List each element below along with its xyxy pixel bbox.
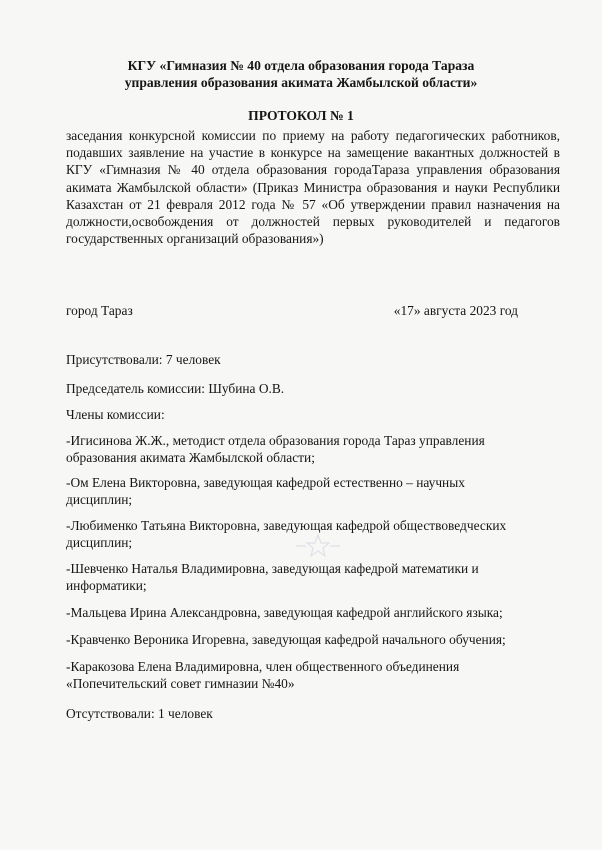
organization-title-line-1: КГУ «Гимназия № 40 отдела образования города Тараза <box>127 58 475 73</box>
city: город Тараз <box>66 303 133 318</box>
organization-title-line-2: управления образования акимата Жамбылской области» <box>124 75 478 90</box>
member-entry-line-2: «Попечительский совет гимназии №40» <box>66 676 295 691</box>
member-entry <box>66 560 556 594</box>
absent-count: Отсутствовали: 1 человек <box>66 706 213 721</box>
member-entry-line-1: -Шевченко Наталья Владимировна, заведующая кафедрой математики и <box>66 561 479 576</box>
member-entry-line-1: -Ом Елена Викторовна, заведующая кафедрой естественно – научных <box>66 475 465 490</box>
member-entry-line-1: -Любименко Татьяна Викторовна, заведующая кафедрой обществоведческих <box>66 518 507 533</box>
member-entry <box>66 604 556 621</box>
protocol-title: ПРОТОКОЛ № 1 <box>248 108 354 123</box>
commission-chair: Председатель комиссии: Шубина О.В. <box>66 381 285 396</box>
member-entry-line-1: -Игисинова Ж.Ж., методист отдела образования города Тараз управления <box>66 433 485 448</box>
member-entry-line-2: информатики; <box>66 578 147 593</box>
member-entry <box>66 631 556 648</box>
member-entry <box>66 658 556 692</box>
member-entry-line-2: дисциплин; <box>66 492 133 507</box>
member-entry-line-2: образования акимата Жамбылской области; <box>66 450 315 465</box>
present-count: Присутствовали: 7 человек <box>66 352 221 367</box>
member-entry-line-1: -Кравченко Вероника Игоревна, заведующая кафедрой начального обучения; <box>66 632 506 647</box>
protocol-intro-paragraph: заседания конкурсной комиссии по приему на работу педагогических работников, подавших заявление на участие в конкурсе на замещение вакантных должностей в КГУ «Гимназия № 40 отдела образования городаТараза управления образования акимата Жамбылской области» (Приказ Министра образования и науки Республики Казахстан от 21 февраля 2012 года № 57 «Об утверждении правил назначения на должности,освобождения от должностей первых руководителей и педагогов государственных организаций образования») <box>66 128 560 247</box>
organization-title <box>60 57 542 91</box>
meeting-date: «17» августа 2023 год <box>393 303 518 318</box>
member-entry-line-1: -Каракозова Елена Владимировна, член общественного объединения <box>66 659 460 674</box>
member-entry-line-2: дисциплин; <box>66 535 133 550</box>
member-entry <box>66 474 556 508</box>
member-entry <box>66 432 556 466</box>
members-heading: Члены комиссии: <box>66 407 165 422</box>
member-entry-line-1: -Мальцева Ирина Александровна, заведующая кафедрой английского языка; <box>66 605 503 620</box>
faint-signet-mark <box>288 531 348 561</box>
